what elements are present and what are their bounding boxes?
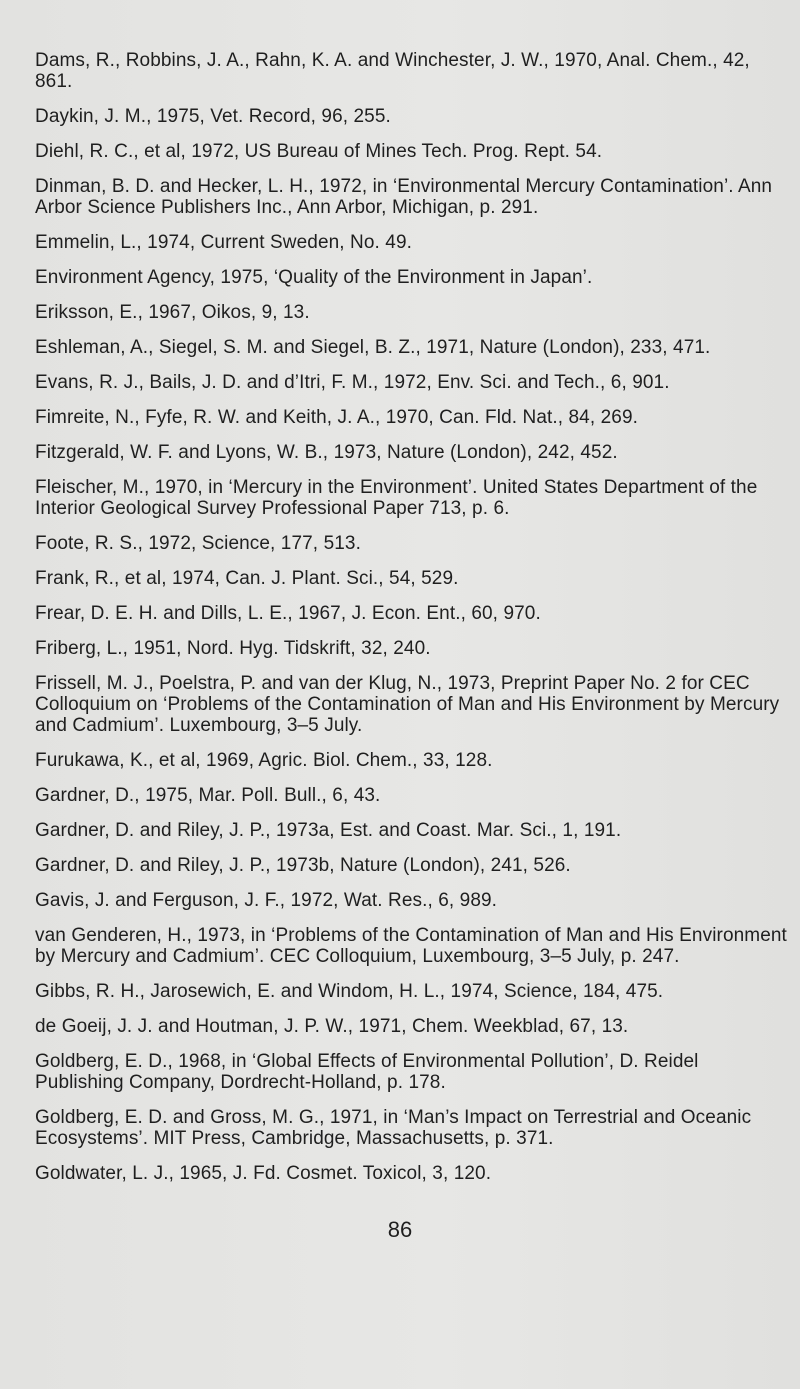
reference-item: Gavis, J. and Ferguson, J. F., 1972, Wat. Res., 6, 989. [35, 890, 498, 911]
reference-item: Diehl, R. C., et al, 1972, US Bureau of Mines Tech. Prog. Rept. 54. [35, 141, 603, 162]
reference-item: van Genderen, H., 1973, in ‘Problems of the Contamination of Man and His Environment by Mercury and Cadmium’. CEC Colloquium, Luxembourg, 3–5 July, p. 247. [35, 925, 787, 967]
reference-item: Frank, R., et al, 1974, Can. J. Plant. Sci., 54, 529. [35, 568, 459, 589]
reference-item: Dinman, B. D. and Hecker, L. H., 1972, in ‘Environmental Mercury Contamination’. Ann Arbor Science Publishers Inc., Ann Arbor, Michigan, p. 291. [35, 176, 773, 218]
reference-item: Fimreite, N., Fyfe, R. W. and Keith, J. A., 1970, Can. Fld. Nat., 84, 269. [35, 407, 638, 428]
reference-item: Fitzgerald, W. F. and Lyons, W. B., 1973, Nature (London), 242, 452. [35, 442, 618, 463]
reference-item: Goldberg, E. D. and Gross, M. G., 1971, in ‘Man’s Impact on Terrestrial and Oceanic Ecosystems’. MIT Press, Cambridge, Massachusetts, p. 371. [35, 1107, 752, 1149]
reference-item: Frissell, M. J., Poelstra, P. and van der Klug, N., 1973, Preprint Paper No. 2 for CEC Colloquium on ‘Problems of the Contamination of Man and His Environment by Mercury and Cadmium’. Luxembourg, 3–5 July. [35, 673, 780, 736]
reference-item: Daykin, J. M., 1975, Vet. Record, 96, 255. [35, 106, 391, 127]
reference-item: Goldberg, E. D., 1968, in ‘Global Effects of Environmental Pollution’, D. Reidel Publishing Company, Dordrecht-Holland, p. 178. [35, 1051, 699, 1093]
reference-item: Evans, R. J., Bails, J. D. and d’Itri, F. M., 1972, Env. Sci. and Tech., 6, 901. [35, 372, 670, 393]
reference-item: Emmelin, L., 1974, Current Sweden, No. 49. [35, 232, 413, 253]
reference-item: Dams, R., Robbins, J. A., Rahn, K. A. and Winchester, J. W., 1970, Anal. Chem., 42, 861. [35, 50, 750, 92]
reference-item: Gardner, D. and Riley, J. P., 1973a, Est. and Coast. Mar. Sci., 1, 191. [35, 820, 622, 841]
reference-item: Environment Agency, 1975, ‘Quality of the Environment in Japan’. [35, 267, 593, 288]
reference-item: Goldwater, L. J., 1965, J. Fd. Cosmet. Toxicol, 3, 120. [35, 1163, 492, 1184]
page-number: 86 [387, 1217, 413, 1242]
reference-item: Friberg, L., 1951, Nord. Hyg. Tidskrift, 32, 240. [35, 638, 431, 659]
reference-list [35, 50, 787, 1198]
reference-item: Gardner, D., 1975, Mar. Poll. Bull., 6, 43. [35, 785, 381, 806]
reference-item: de Goeij, J. J. and Houtman, J. P. W., 1971, Chem. Weekblad, 67, 13. [35, 1016, 629, 1037]
reference-item: Eshleman, A., Siegel, S. M. and Siegel, B. Z., 1971, Nature (London), 233, 471. [35, 337, 711, 358]
reference-item: Fleischer, M., 1970, in ‘Mercury in the Environment’. United States Department of the Interior Geological Survey Professional Paper 713, p. 6. [35, 477, 758, 519]
reference-item: Gibbs, R. H., Jarosewich, E. and Windom, H. L., 1974, Science, 184, 475. [35, 981, 664, 1002]
reference-item: Frear, D. E. H. and Dills, L. E., 1967, J. Econ. Ent., 60, 970. [35, 603, 541, 624]
reference-item: Foote, R. S., 1972, Science, 177, 513. [35, 533, 361, 554]
reference-item: Gardner, D. and Riley, J. P., 1973b, Nature (London), 241, 526. [35, 855, 571, 876]
reference-item: Eriksson, E., 1967, Oikos, 9, 13. [35, 302, 310, 323]
reference-item: Furukawa, K., et al, 1969, Agric. Biol. Chem., 33, 128. [35, 750, 493, 771]
